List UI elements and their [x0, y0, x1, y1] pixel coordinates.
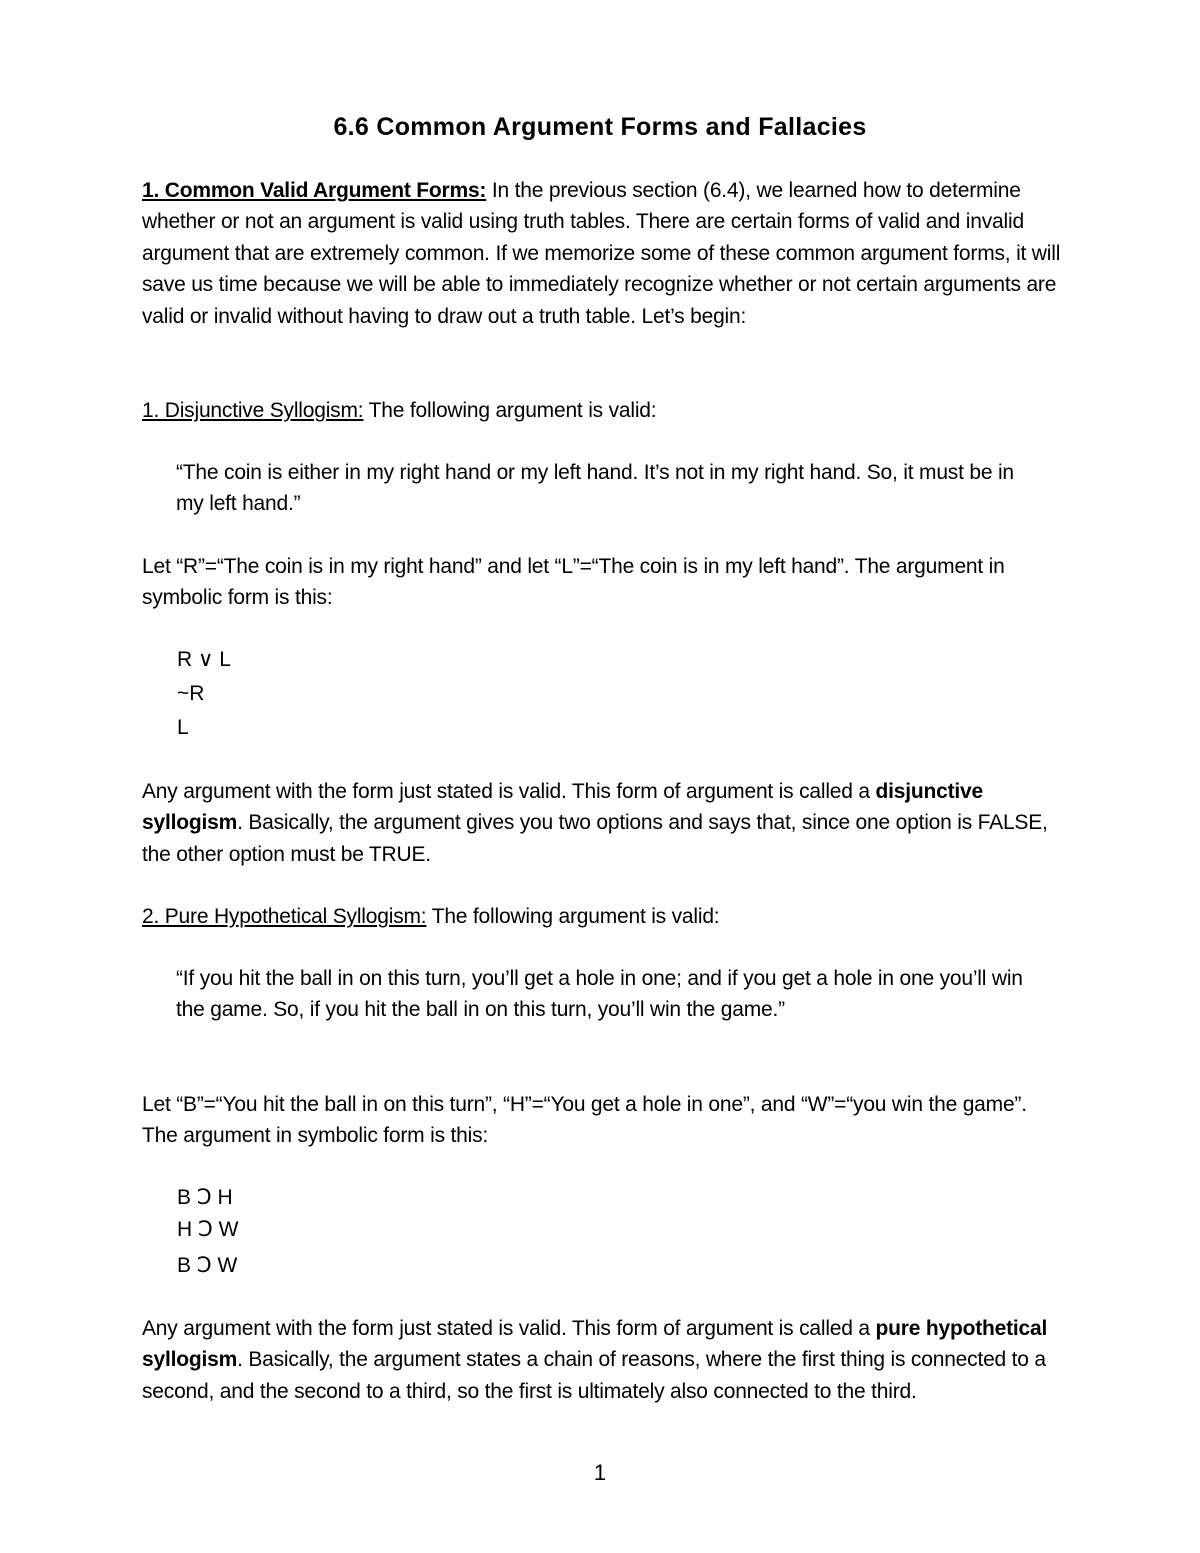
- section1-symbol-1: R ∨ L: [177, 648, 231, 671]
- section1-symbol-2: ~R: [177, 682, 205, 705]
- section1-let-text: Let “R”=“The coin is in my right hand” and let “L”=“The coin is in my left hand”. The argument in symbolic form is this:: [142, 555, 1005, 610]
- section1-heading-line: [142, 395, 1067, 426]
- intro-heading: 1. Common Valid Argument Forms:: [142, 179, 487, 202]
- section1-heading: 1. Disjunctive Syllogism:: [142, 399, 364, 422]
- section1-heading-text: The following argument is valid:: [363, 399, 657, 422]
- section2-symbol-2: H Ↄ W: [177, 1218, 239, 1241]
- section1-conclusion: [142, 776, 1067, 870]
- section1-symbol-3: L: [177, 716, 189, 739]
- section2-let-text: Let “B”=“You hit the ball in on this turn”, “H”=“You get a hole in one”, and “W”=“you win the game”. The argument in symbolic form is this:: [142, 1093, 1027, 1148]
- page-title: 6.6 Common Argument Forms and Fallacies: [333, 113, 867, 141]
- section2-term: pure hypothetical syllogism: [142, 1317, 1048, 1372]
- section2-conclusion-post: . Basically, the argument states a chain of reasons, where the first thing is connected to a second, and the second to a third, so the first is ultimately also connected to the third.: [142, 1348, 1046, 1403]
- section1-term: disjunctive syllogism: [142, 780, 984, 835]
- section1-quote: “The coin is either in my right hand or my left hand. It’s not in my right hand. So, it must be in my left hand.”: [176, 461, 1014, 516]
- intro-text: In the previous section (6.4), we learned how to determine whether or not an argument is valid using truth tables. There are certain forms of valid and invalid argument that are extremely common. If we memorize some of these common argument forms, it will save us time because we will be able to immediately recognize whether or not certain arguments are valid or invalid without having to draw out a truth table. Let’s begin:: [142, 179, 1061, 328]
- section2-heading-text: The following argument is valid:: [426, 905, 720, 928]
- section2-quote: “If you hit the ball in on this turn, you’ll get a hole in one; and if you get a hole in one you’ll win the game. So, if you hit the ball in on this turn, you’ll win the game.”: [176, 967, 1023, 1022]
- intro-paragraph: [142, 175, 1067, 332]
- section2-heading-line: [142, 901, 1067, 932]
- section2-symbol-1: B Ↄ H: [177, 1186, 233, 1209]
- section2-heading: 2. Pure Hypothetical Syllogism:: [142, 905, 427, 928]
- section2-conclusion-pre: Any argument with the form just stated is valid. This form of argument is called a: [142, 1317, 876, 1340]
- section2-symbol-3: B Ↄ W: [177, 1254, 238, 1277]
- section1-conclusion-pre: Any argument with the form just stated is valid. This form of argument is called a: [142, 780, 876, 803]
- page-number: 1: [593, 1460, 607, 1485]
- section1-conclusion-post: . Basically, the argument gives you two options and says that, since one option is FALSE, the other option must be TRUE.: [142, 811, 1048, 866]
- section2-conclusion: [142, 1313, 1067, 1407]
